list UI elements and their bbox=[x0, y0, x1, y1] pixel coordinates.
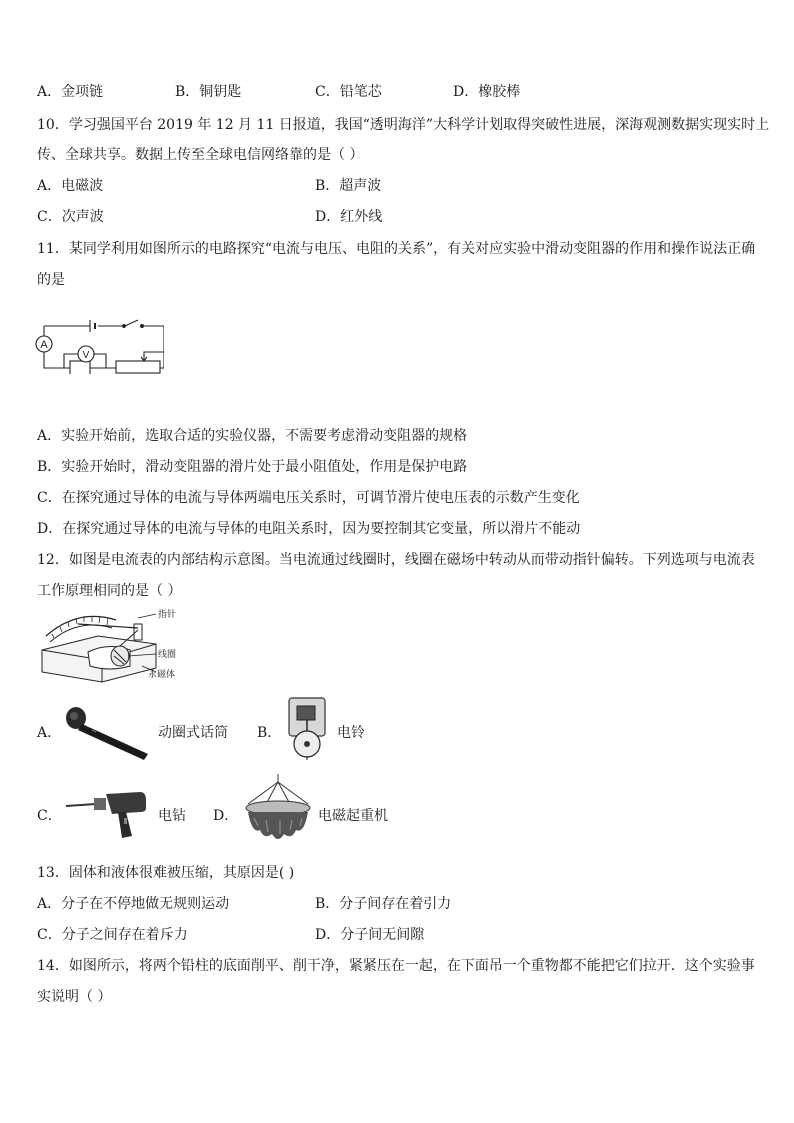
q10-option-d: D．红外线 bbox=[315, 209, 383, 225]
q13-option-a: A．分子在不停地做无规则运动 bbox=[37, 896, 230, 912]
q12-option-b-letter: B． bbox=[257, 725, 282, 741]
electric-drill-icon bbox=[62, 778, 148, 840]
q10-stem-line2: 传、全球共享。数据上传至全球电信网络靠的是（ ） bbox=[37, 147, 364, 163]
q12-stem-line1: 12．如图是电流表的内部结构示意图。当电流通过线圈时，线圈在磁场中转动从而带动指针偏转。下列选项与电流表 bbox=[37, 552, 755, 568]
q14-stem-line1: 14．如图所示，将两个铅柱的底面削平、削干净，紧紧压在一起，在下面吊一个重物都不能把它们拉开．这个实验事 bbox=[37, 958, 755, 974]
q12-stem-line2: 工作原理相同的是（ ） bbox=[37, 583, 182, 599]
q12-option-a-caption: 动圈式话筒 bbox=[158, 725, 228, 741]
pointer-label: 指针 bbox=[158, 610, 177, 620]
ammeter-label: A bbox=[40, 339, 48, 351]
circuit-diagram bbox=[34, 312, 164, 374]
q11-option-b: B．实验开始时，滑动变阻器的滑片处于最小阻值处，作用是保护电路 bbox=[37, 459, 468, 475]
q10-stem-line1: 10．学习强国平台 2019 年 12 月 11 日报道，我国“透明海洋”大科学计划取得突破性进展，深海观测数据实现实时上 bbox=[37, 117, 770, 133]
q10-option-b: B．超声波 bbox=[315, 178, 382, 194]
q13-option-b: B．分子间存在着引力 bbox=[315, 896, 452, 912]
q12-option-b-caption: 电铃 bbox=[337, 725, 365, 741]
q10-option-a: A．电磁波 bbox=[37, 178, 104, 194]
microphone-icon bbox=[62, 704, 152, 760]
ammeter-structure-figure bbox=[38, 606, 188, 688]
q13-option-d: D．分子间无间隙 bbox=[315, 927, 425, 943]
q11-stem-line2: 的是 bbox=[37, 272, 65, 288]
q9-option-a: A．金项链 bbox=[37, 84, 104, 100]
q13-stem: 13．固体和液体很难被压缩，其原因是( ) bbox=[37, 865, 295, 881]
q10-option-c: C．次声波 bbox=[37, 209, 104, 225]
q14-stem-line2: 实说明（ ） bbox=[37, 989, 112, 1005]
electric-bell-icon bbox=[283, 696, 333, 760]
q12-option-a-letter: A． bbox=[37, 725, 62, 741]
q9-option-d: D．橡胶棒 bbox=[453, 84, 521, 100]
q12-option-d-letter: D． bbox=[213, 808, 239, 824]
q12-option-c-caption: 电钻 bbox=[158, 808, 186, 824]
electromagnetic-crane-icon bbox=[240, 774, 316, 846]
q9-option-c: C．铅笔芯 bbox=[315, 84, 382, 100]
voltmeter-label: V bbox=[82, 350, 90, 361]
q11-option-d: D．在探究通过导体的电流与导体的电阻关系时，因为要控制其它变量，所以滑片不能动 bbox=[37, 521, 581, 537]
magnet-label: 永磁体 bbox=[148, 670, 176, 680]
q11-stem-line1: 11．某同学利用如图所示的电路探究“电流与电压、电阻的关系”，有关对应实验中滑动变阻器的作用和操作说法正确 bbox=[37, 241, 756, 257]
q12-option-d-caption: 电磁起重机 bbox=[318, 808, 388, 824]
q9-option-b: B．铜钥匙 bbox=[175, 84, 242, 100]
coil-label: 线圈 bbox=[158, 650, 177, 660]
q11-option-a: A．实验开始前，选取合适的实验仪器，不需要考虑滑动变阻器的规格 bbox=[37, 428, 468, 444]
q13-option-c: C．分子之间存在着斥力 bbox=[37, 927, 188, 943]
q11-option-c: C．在探究通过导体的电流与导体两端电压关系时，可调节滑片使电压表的示数产生变化 bbox=[37, 490, 580, 506]
q12-option-c-letter: C． bbox=[37, 808, 62, 824]
